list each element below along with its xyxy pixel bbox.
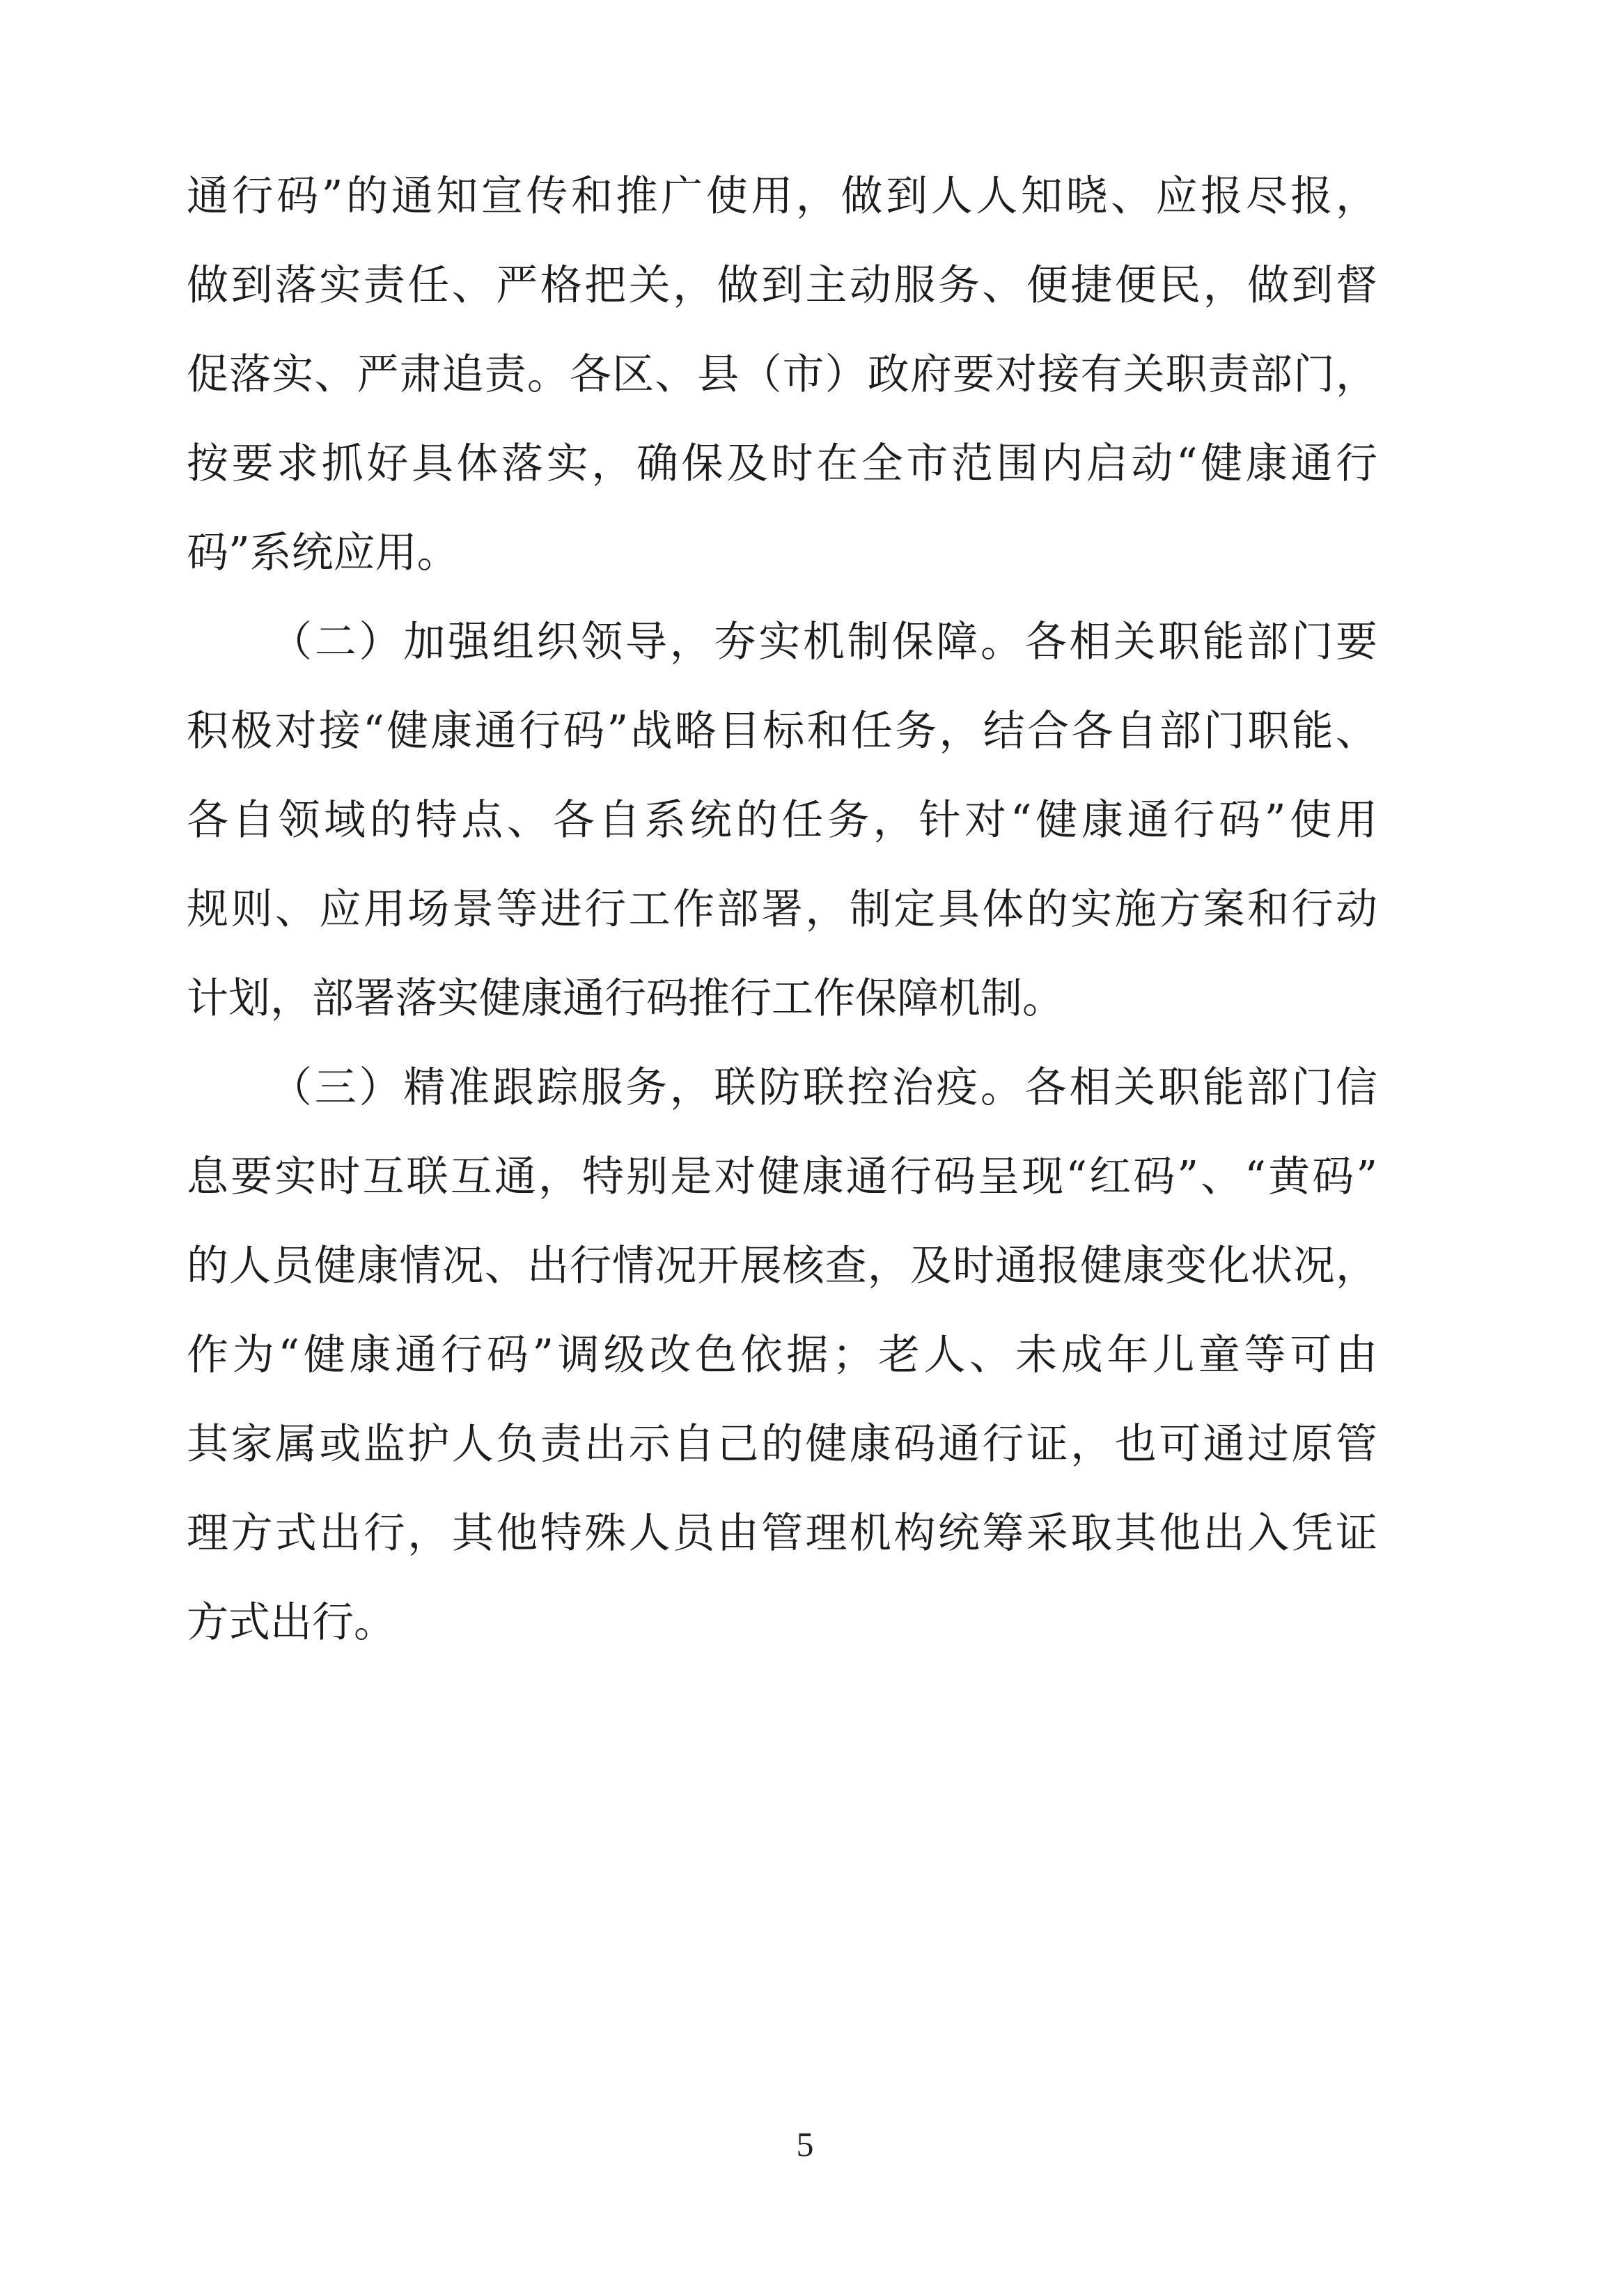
text-line: 息要实时互联互通，特别是对健康通行码呈现“红码”、“黄码”: [187, 1153, 1377, 1201]
text-line: 促落实、严肃追责。各区、县（市）政府要对接有关职责部门，: [187, 350, 1377, 399]
text-line: 规则、应用场景等进行工作部署，制定具体的实施方案和行动: [187, 885, 1377, 934]
text-line: （三）精准跟踪服务，联防联控治疫。各相关职能部门信: [270, 1063, 1377, 1112]
text-line: （二）加强组织领导，夯实机制保障。各相关职能部门要: [270, 618, 1377, 666]
document-body: [187, 152, 1377, 1667]
text-line: 方式出行。: [187, 1598, 396, 1647]
page-number: 5: [796, 2125, 814, 2164]
paragraph: [187, 1043, 1377, 1667]
text-line: 按要求抓好具体落实，确保及时在全市范围内启动“健康通行: [187, 439, 1377, 488]
text-line: 的人员健康情况、出行情况开展核查，及时通报健康变化状况，: [187, 1242, 1377, 1290]
text-line: 积极对接“健康通行码”战略目标和任务，结合各自部门职能、: [187, 707, 1377, 756]
text-line: 码”系统应用。: [187, 529, 459, 577]
text-line: 其家属或监护人负责出示自己的健康码通行证，也可通过原管: [187, 1420, 1377, 1469]
paragraph: [187, 598, 1377, 1043]
text-line: 做到落实责任、严格把关，做到主动服务、便捷便民，做到督: [187, 261, 1377, 310]
text-line: 通行码”的通知宣传和推广使用，做到人人知晓、应报尽报，: [187, 172, 1377, 221]
paragraph: [187, 152, 1377, 598]
text-line: 理方式出行，其他特殊人员由管理机构统筹采取其他出入凭证: [187, 1509, 1377, 1558]
text-line: 计划，部署落实健康通行码推行工作保障机制。: [187, 974, 1064, 1023]
text-line: 各自领域的特点、各自系统的任务，针对“健康通行码”使用: [187, 796, 1377, 845]
text-line: 作为“健康通行码”调级改色依据；老人、未成年儿童等可由: [187, 1331, 1377, 1380]
